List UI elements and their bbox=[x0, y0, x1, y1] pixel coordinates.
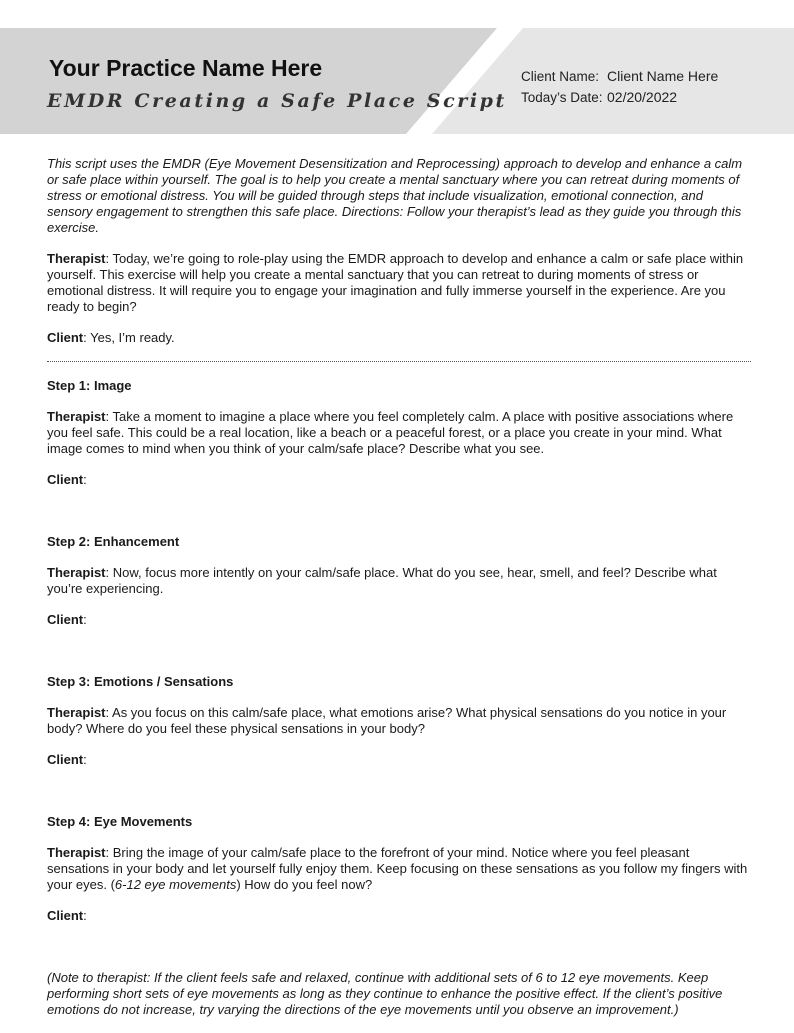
practice-name: Your Practice Name Here bbox=[49, 55, 323, 81]
client-name-row bbox=[521, 68, 718, 84]
therapist-label: Therapist bbox=[47, 565, 106, 580]
step-1-therapist bbox=[47, 409, 751, 457]
client-label: Client bbox=[47, 908, 84, 923]
step-2-therapist bbox=[47, 565, 751, 597]
script-body bbox=[47, 156, 751, 1033]
header-banner bbox=[0, 28, 794, 134]
client-label: Client bbox=[47, 752, 84, 767]
client-colon: : bbox=[83, 908, 87, 923]
intro-paragraph: This script uses the EMDR (Eye Movement Desensitization and Reprocessing) approach to develop and enhance a calm or safe place within yourself. The goal is to help you create a mental sanctuary where you can retreat during moments of stress or emotional distress. You will be guided through steps that include visualization, emotional connection, and sensory engagement to strengthen this safe place. Directions: Follow your therapist’s lead as they guide you through this exercise. bbox=[47, 156, 743, 235]
therapist-note: (Note to therapist: If the client feels safe and relaxed, continue with additional sets of 6 to 12 eye movements. Keep performing short sets of eye movements as long as they continue to enhance the positive effect. If the client’s positive emotions do not increase, try varying the directions of the eye movements until you observe an improvement.) bbox=[47, 970, 723, 1017]
step-3-title: Step 3: Emotions / Sensations bbox=[47, 674, 234, 689]
eye-movements-note: 6-12 eye movements bbox=[114, 877, 237, 892]
client-name-label: Client Name: bbox=[521, 69, 600, 84]
therapist-label: Therapist bbox=[47, 705, 106, 720]
client-colon: : bbox=[83, 752, 87, 767]
therapist-text: : Today, we’re going to role-play using the EMDR approach to develop and enhance a calm or safe place within yourself. This exercise will help you create a mental sanctuary that you can retreat to during moments of stress or emotional distress. It will require you to engage your imagination and fully immerse yourself in the experience. Are you ready to begin? bbox=[47, 251, 744, 314]
therapist-label: Therapist bbox=[47, 409, 106, 424]
date-value[interactable]: 02/20/2022 bbox=[607, 89, 678, 105]
client-label: Client bbox=[47, 612, 84, 627]
opening-therapist bbox=[47, 251, 751, 315]
therapist-label: Therapist bbox=[47, 251, 106, 266]
step-4-therapist bbox=[47, 845, 751, 893]
step-4-client bbox=[47, 908, 751, 924]
step-2-client bbox=[47, 612, 751, 628]
opening-client bbox=[47, 330, 751, 346]
therapist-text: : Take a moment to imagine a place where you feel completely calm. A place with positive associations where you feel safe. This could be a real location, like a beach or a peaceful forest, or a place you create in your mind. What image comes to mind when you think of your calm/safe place? Describe what you see. bbox=[47, 409, 734, 456]
therapist-text-post: ) How do you feel now? bbox=[236, 877, 373, 892]
client-colon: : bbox=[83, 612, 87, 627]
therapist-label: Therapist bbox=[47, 845, 106, 860]
step-2-title: Step 2: Enhancement bbox=[47, 534, 180, 549]
therapist-text: : As you focus on this calm/safe place, what emotions arise? What physical sensations do you notice in your body? Where do you feel these physical sensations in your body? bbox=[47, 705, 727, 736]
date-row bbox=[521, 89, 677, 105]
step-1-title: Step 1: Image bbox=[47, 378, 132, 393]
client-text: : Yes, I’m ready. bbox=[83, 330, 175, 345]
client-label: Client bbox=[47, 472, 84, 487]
client-name-value[interactable]: Client Name Here bbox=[607, 68, 719, 84]
step-1-client bbox=[47, 472, 751, 488]
client-colon: : bbox=[83, 472, 87, 487]
step-3-therapist bbox=[47, 705, 751, 737]
document-title: EMDR Creating a Safe Place Script bbox=[47, 90, 507, 112]
step-3-client bbox=[47, 752, 751, 768]
date-label: Today’s Date: bbox=[521, 90, 603, 105]
client-label: Client bbox=[47, 330, 84, 345]
dotted-divider bbox=[47, 361, 751, 362]
step-4-title: Step 4: Eye Movements bbox=[47, 814, 193, 829]
therapist-text: : Now, focus more intently on your calm/safe place. What do you see, hear, smell, and feel? Describe what you’re experiencing. bbox=[47, 565, 717, 596]
therapist-text-pre: : Bring the image of your calm/safe place to the forefront of your mind. Notice where you feel pleasant sensations in your body and let yourself fully enjoy them. Keep focusing on these sensations as you follow my fingers with your eyes. ( bbox=[47, 845, 748, 892]
